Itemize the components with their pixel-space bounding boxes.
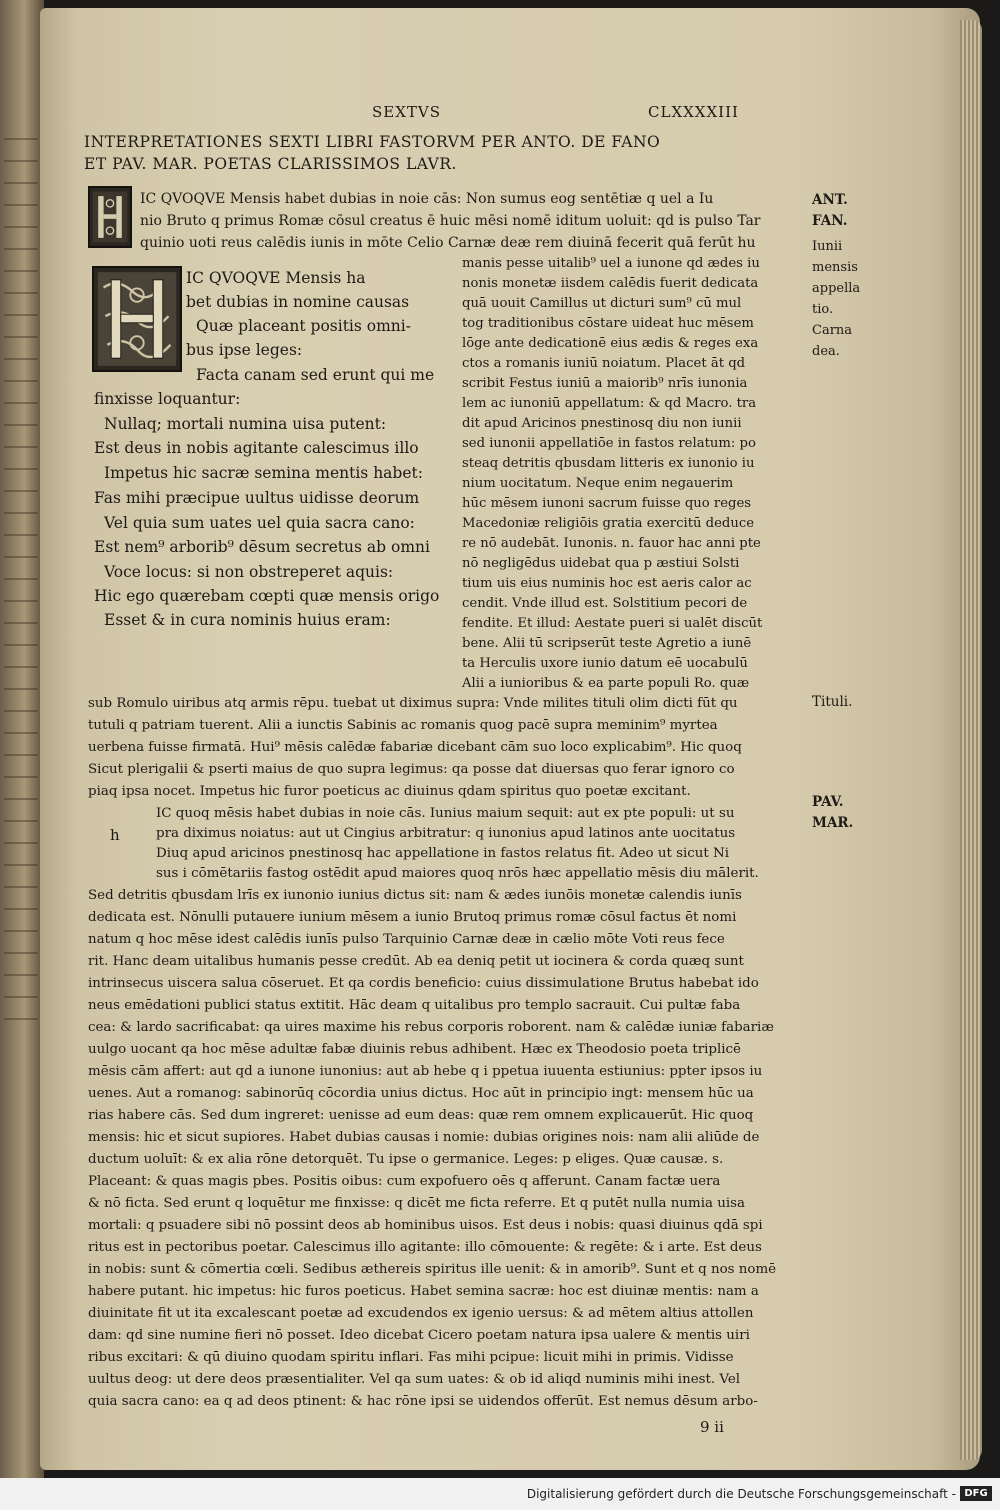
- right-commentary-line: Alii a iunioribus & ea parte populi Ro. quæ: [462, 676, 750, 691]
- dfg-logo: DFG: [960, 1486, 992, 1501]
- commentary-line: ritus est in pectoribus poetar. Calescimus illo agitante: illo cōmouente: & regēte: & i arte. Est deus: [88, 1240, 762, 1255]
- commentary-line: dedicata est. Nōnulli putauere iunium mēsem a iunio Brutoq primus romæ cōsul factus ēt nomi: [88, 910, 737, 925]
- verse-line: Vel quia sum uates uel quia sacra cano:: [104, 514, 415, 532]
- verse-line: Est deus in nobis agitante calescimus illo: [94, 439, 419, 457]
- right-commentary-line: ctos a romanis iuniū noiatum. Placet āt qd: [462, 356, 746, 371]
- previous-page-edge: [0, 0, 44, 1510]
- commentary-line: neus emēdationi publici status extitit. Hāc deam q uitalibus pro templo sacrauit. Cui pultæ faba: [88, 998, 741, 1013]
- commentary-line: sub Romulo uiribus atq armis rēpu. tuebat ut diximus supra: Vnde milites tituli olim dicti fūt qu: [88, 696, 738, 711]
- right-commentary-line: re nō audebāt. Iunonis. n. fauor hac anni pte: [462, 536, 761, 551]
- verse-line: Impetus hic sacræ semina mentis habet:: [104, 464, 423, 482]
- commentary-line: mensis: hic et sicut supiores. Habet dubias causas i nomie: dubias origines nois: nam alii aliūde de: [88, 1130, 760, 1145]
- commentary-line: pra diximus noiatus: aut ut Cingius arbitratur: q iunonius apud latinos ante uocitatus: [156, 826, 736, 841]
- footer-funding-text: Digitalisierung gefördert durch die Deutsche Forschungsgemeinschaft -: [526, 1487, 956, 1501]
- commentary-line: tutuli q patriam tuerent. Alii a iunctis Sabinis ac romanis quog pacē supra meminim⁹ myrtea: [88, 718, 718, 733]
- verse-line: Quæ placeant positis omni-: [196, 317, 411, 335]
- commentary-line: Sicut plerigalii & pserti maius de quo supra legimus: qa posse dat diuersas quo ferar ignoro co: [88, 762, 735, 777]
- commentary-line: in nobis: sunt & cōmertia cœli. Sedibus æthereis spiritus ille uenit: & in amorib⁹. Sunt et q nos nomē: [88, 1262, 777, 1277]
- top-commentary-line: nio Bruto q primus Romæ cōsul creatus ē huic mēsi nomē iditum uoluit: qd is pulso Tar: [140, 213, 761, 229]
- margin-note-ant-fan: ANT. FAN.: [812, 192, 848, 229]
- verse-line: IC QVOQVE Mensis ha: [186, 269, 366, 287]
- margin-note-iunii: Iunii mensis appella tio. Carna dea.: [812, 239, 861, 359]
- commentary-line: ductum uoluīt: & ex alia rōne detorquēt. Tu ipse o germanice. Leges: p eliges. Quæ causæ. s.: [88, 1152, 724, 1167]
- verse-line: Voce locus: si non obstreperet aquis:: [104, 563, 394, 581]
- right-commentary-line: Macedoniæ religiōis gratia exercitū deduce: [462, 516, 755, 531]
- commentary-line: rit. Hanc deam uitalibus humanis pesse credūt. Ab ea deniq petit ut iocinera & corda quæq sunt: [88, 954, 744, 969]
- verse-line: finxisse loquantur:: [94, 390, 241, 408]
- right-commentary-line: fendite. Et illud: Aestate pueri si ualēt discūt: [462, 616, 763, 631]
- signature-mark: 9 ii: [700, 1418, 724, 1436]
- commentary-line: rias habere cās. Sed dum ingreret: uenisse ad eum deas: quæ rem omnem explicauerūt. Hic quoq: [88, 1108, 754, 1123]
- right-commentary-line: nō negligēdus uidebat qua p æstiui Solsti: [462, 556, 740, 571]
- verse-line: Nullaq; mortali numina uisa putent:: [104, 415, 387, 433]
- margin-note-tituli: Tituli.: [812, 694, 853, 710]
- small-initial-h: [88, 186, 132, 248]
- right-commentary-line: bene. Alii tū scripserūt teste Agretio a iunē: [462, 636, 752, 651]
- right-commentary-line: cendit. Vnde illud est. Solstitium pecori de: [462, 596, 748, 611]
- commentary-line: natum q hoc mēse idest calēdis iunīs pulso Tarquinio Carnæ deæ in cælio mōte Voti reus fece: [88, 932, 725, 947]
- verse-line: Facta canam sed erunt qui me: [196, 366, 435, 384]
- running-head-book: SEXTVS: [372, 103, 442, 121]
- verse-line: Esset & in cura nominis huius eram:: [104, 611, 391, 629]
- right-commentary-line: tium uis eius numinis hoc est aeris calor ac: [462, 576, 752, 591]
- right-commentary-line: lōge ante dedicationē eius ædis & reges exa: [462, 336, 759, 351]
- verse-line: bet dubias in nomine causas: [186, 293, 410, 311]
- title-line-1: INTERPRETATIONES SEXTI LIBRI FASTORVM PER ANTO. DE FANO: [84, 133, 661, 151]
- commentary-line: & nō ficta. Sed erunt q loquētur me finxisse: q dicēt me ficta referre. Et q putēt nulla numia uisa: [88, 1196, 746, 1211]
- footer-bar: [0, 1478, 1000, 1510]
- large-initial-h: [92, 266, 182, 372]
- top-commentary-line: quinio uoti reus calēdis iunis in mōte Celio Carnæ deæ rem diuinā fecerit quā ferūt hu: [140, 235, 756, 251]
- commentary-line: quia sacra cano: ea q ad deos ptinent: & hac rōne ipsi se uidendos offerūt. Est nemus dēsum arbo-: [88, 1394, 758, 1409]
- title-line-2: ET PAV. MAR. POETAS CLARISSIMOS LAVR.: [84, 155, 457, 173]
- commentary-line: uenes. Aut a romanog: sabinorūq cōcordia unius dictus. Hoc aūt in principio ingt: mensem hūc ua: [88, 1086, 754, 1101]
- commentary-line: uulgo uocant qa hoc mēse adultæ fabæ diuinis rebus adhibent. Hæc ex Theodosio poeta triplicē: [88, 1042, 741, 1057]
- commentary-line: mēsis cām affert: aut qd a iunone iunonius: aut ab hebe q i ppetua iuuenta estiunius: ppter ipsos iu: [88, 1064, 763, 1079]
- initial-h-ornament: [90, 188, 130, 246]
- commentary-line: IC quoq mēsis habet dubias in noie cās. Iunius maium sequit: aut ex pte populi: ut su: [156, 806, 735, 821]
- right-commentary-line: manis pesse uitalib⁹ uel a iunone qd ædes iu: [462, 256, 760, 271]
- commentary-line: ribus excitari: & qū diuino quodam spiritu inflari. Fas mihi pcipue: licuit mihi in primis. Vidisse: [88, 1350, 734, 1365]
- folio-number: CLXXXXIII: [648, 103, 739, 121]
- initial-h-floral-ornament: [94, 268, 180, 370]
- commentary-line: cea: & lardo sacrificabat: qa uires maxime his rebus corporis roborent. nam & calēdæ iuniæ fabariæ: [88, 1020, 774, 1035]
- verse-line: bus ipse leges:: [186, 341, 303, 359]
- verse-line: Hic ego quærebam cœpti quæ mensis origo: [94, 587, 440, 605]
- right-commentary-line: lem ac iunoniū appellatum: & qd Macro. tra: [462, 396, 757, 411]
- commentary-line: intrinsecus uiscera salua cōseruet. Et qa cordis beneficio: cuius dissimulatione Brutus habebat ido: [88, 976, 759, 991]
- commentary-line: habere putant. hic impetus: hic furos poeticus. Habet semina sacræ: hoc est diuinæ mentis: nam a: [88, 1284, 759, 1299]
- right-commentary-line: nium uocitatum. Neque enim negauerim: [462, 476, 734, 491]
- right-commentary-line: ta Herculis uxore iunio datum eē uocabulū: [462, 656, 748, 671]
- verse-line: Fas mihi præcipue uultus uidisse deorum: [94, 489, 420, 507]
- right-commentary-line: steaq detritis qbusdam litteris ex iunonio iu: [462, 456, 755, 471]
- margin-note-pau-mar: PAV. MAR.: [812, 794, 854, 831]
- right-commentary-line: tog traditionibus cōstare uideat huc mēsem: [462, 316, 754, 331]
- page-stack-edge: [960, 20, 982, 1460]
- right-commentary-line: scribit Festus iuniū a maiorib⁹ nrīs iunonia: [462, 376, 748, 391]
- commentary-line: Diuq apud aricinos pnestinosq hac appellatione in fastos relatus fit. Adeo ut sicut Ni: [156, 846, 730, 861]
- commentary-line: uerbena fuisse firmatā. Hui⁹ mēsis calēdæ fabariæ dicebant cām suo loco explicabim⁹. Hic quoq: [88, 740, 742, 755]
- previous-page-text-lines: [4, 120, 38, 1020]
- right-commentary-line: dit apud Aricinos pnestinosq diu non iunii: [462, 416, 742, 431]
- right-commentary-line: hūc mēsem iunoni sacrum fuisse quo reges: [462, 496, 752, 511]
- right-commentary-line: sed iunonii appellatiōe in fastos relatum: po: [462, 436, 756, 451]
- right-commentary-line: quā uouit Camillus ut dicturi sum⁹ cū mul: [462, 296, 742, 311]
- commentary-line: dam: qd sine numine fieri nō posset. Ideo dicebat Cicero poetam natura ipsa ualere & mentis uiri: [88, 1328, 750, 1343]
- commentary-line: piaq ipsa nocet. Impetus hic furor poeticus ac diuinus qdam spiritus quo poetæ excitant.: [88, 784, 691, 799]
- commentary-line: sus i cōmētariis fastog ostēdit apud maiores quoq nrōs hæc appellatio mēsis diu mālerit.: [156, 866, 759, 881]
- commentary-line: diuinitate fit ut ita excalescant poetæ ad excudendos ex igenio uersus: & ad mētem altius attollen: [88, 1306, 754, 1321]
- commentary-line: Sed detritis qbusdam lrīs ex iunonio iunius dictus sit: nam & ædes iunōis monetæ calendis iunīs: [88, 888, 742, 903]
- top-commentary-line: IC QVOQVE Mensis habet dubias in noie cās: Non sumus eog sentētiæ q uel a Iu: [140, 191, 714, 207]
- commentary-line: uultus deog: ut dere deos præsentialiter. Vel qa sum uates: & ob id aliqd numinis mihi inest. Vel: [88, 1372, 741, 1387]
- commentary-line: mortali: q psuadere sibi nō possint deos ab hominibus uisos. Est deus i nobis: quasi diuinus qdā spi: [88, 1218, 763, 1233]
- verse-line: Est nem⁹ arborib⁹ dēsum secretus ab omni: [94, 538, 430, 556]
- right-commentary-line: nonis monetæ iisdem calēdis fuerit dedicata: [462, 276, 759, 291]
- aside-letter: h: [110, 826, 120, 844]
- commentary-line: Placeant: & quas magis pbes. Positis oibus: cum expofuero oēs q afferunt. Canam factæ uera: [88, 1174, 721, 1189]
